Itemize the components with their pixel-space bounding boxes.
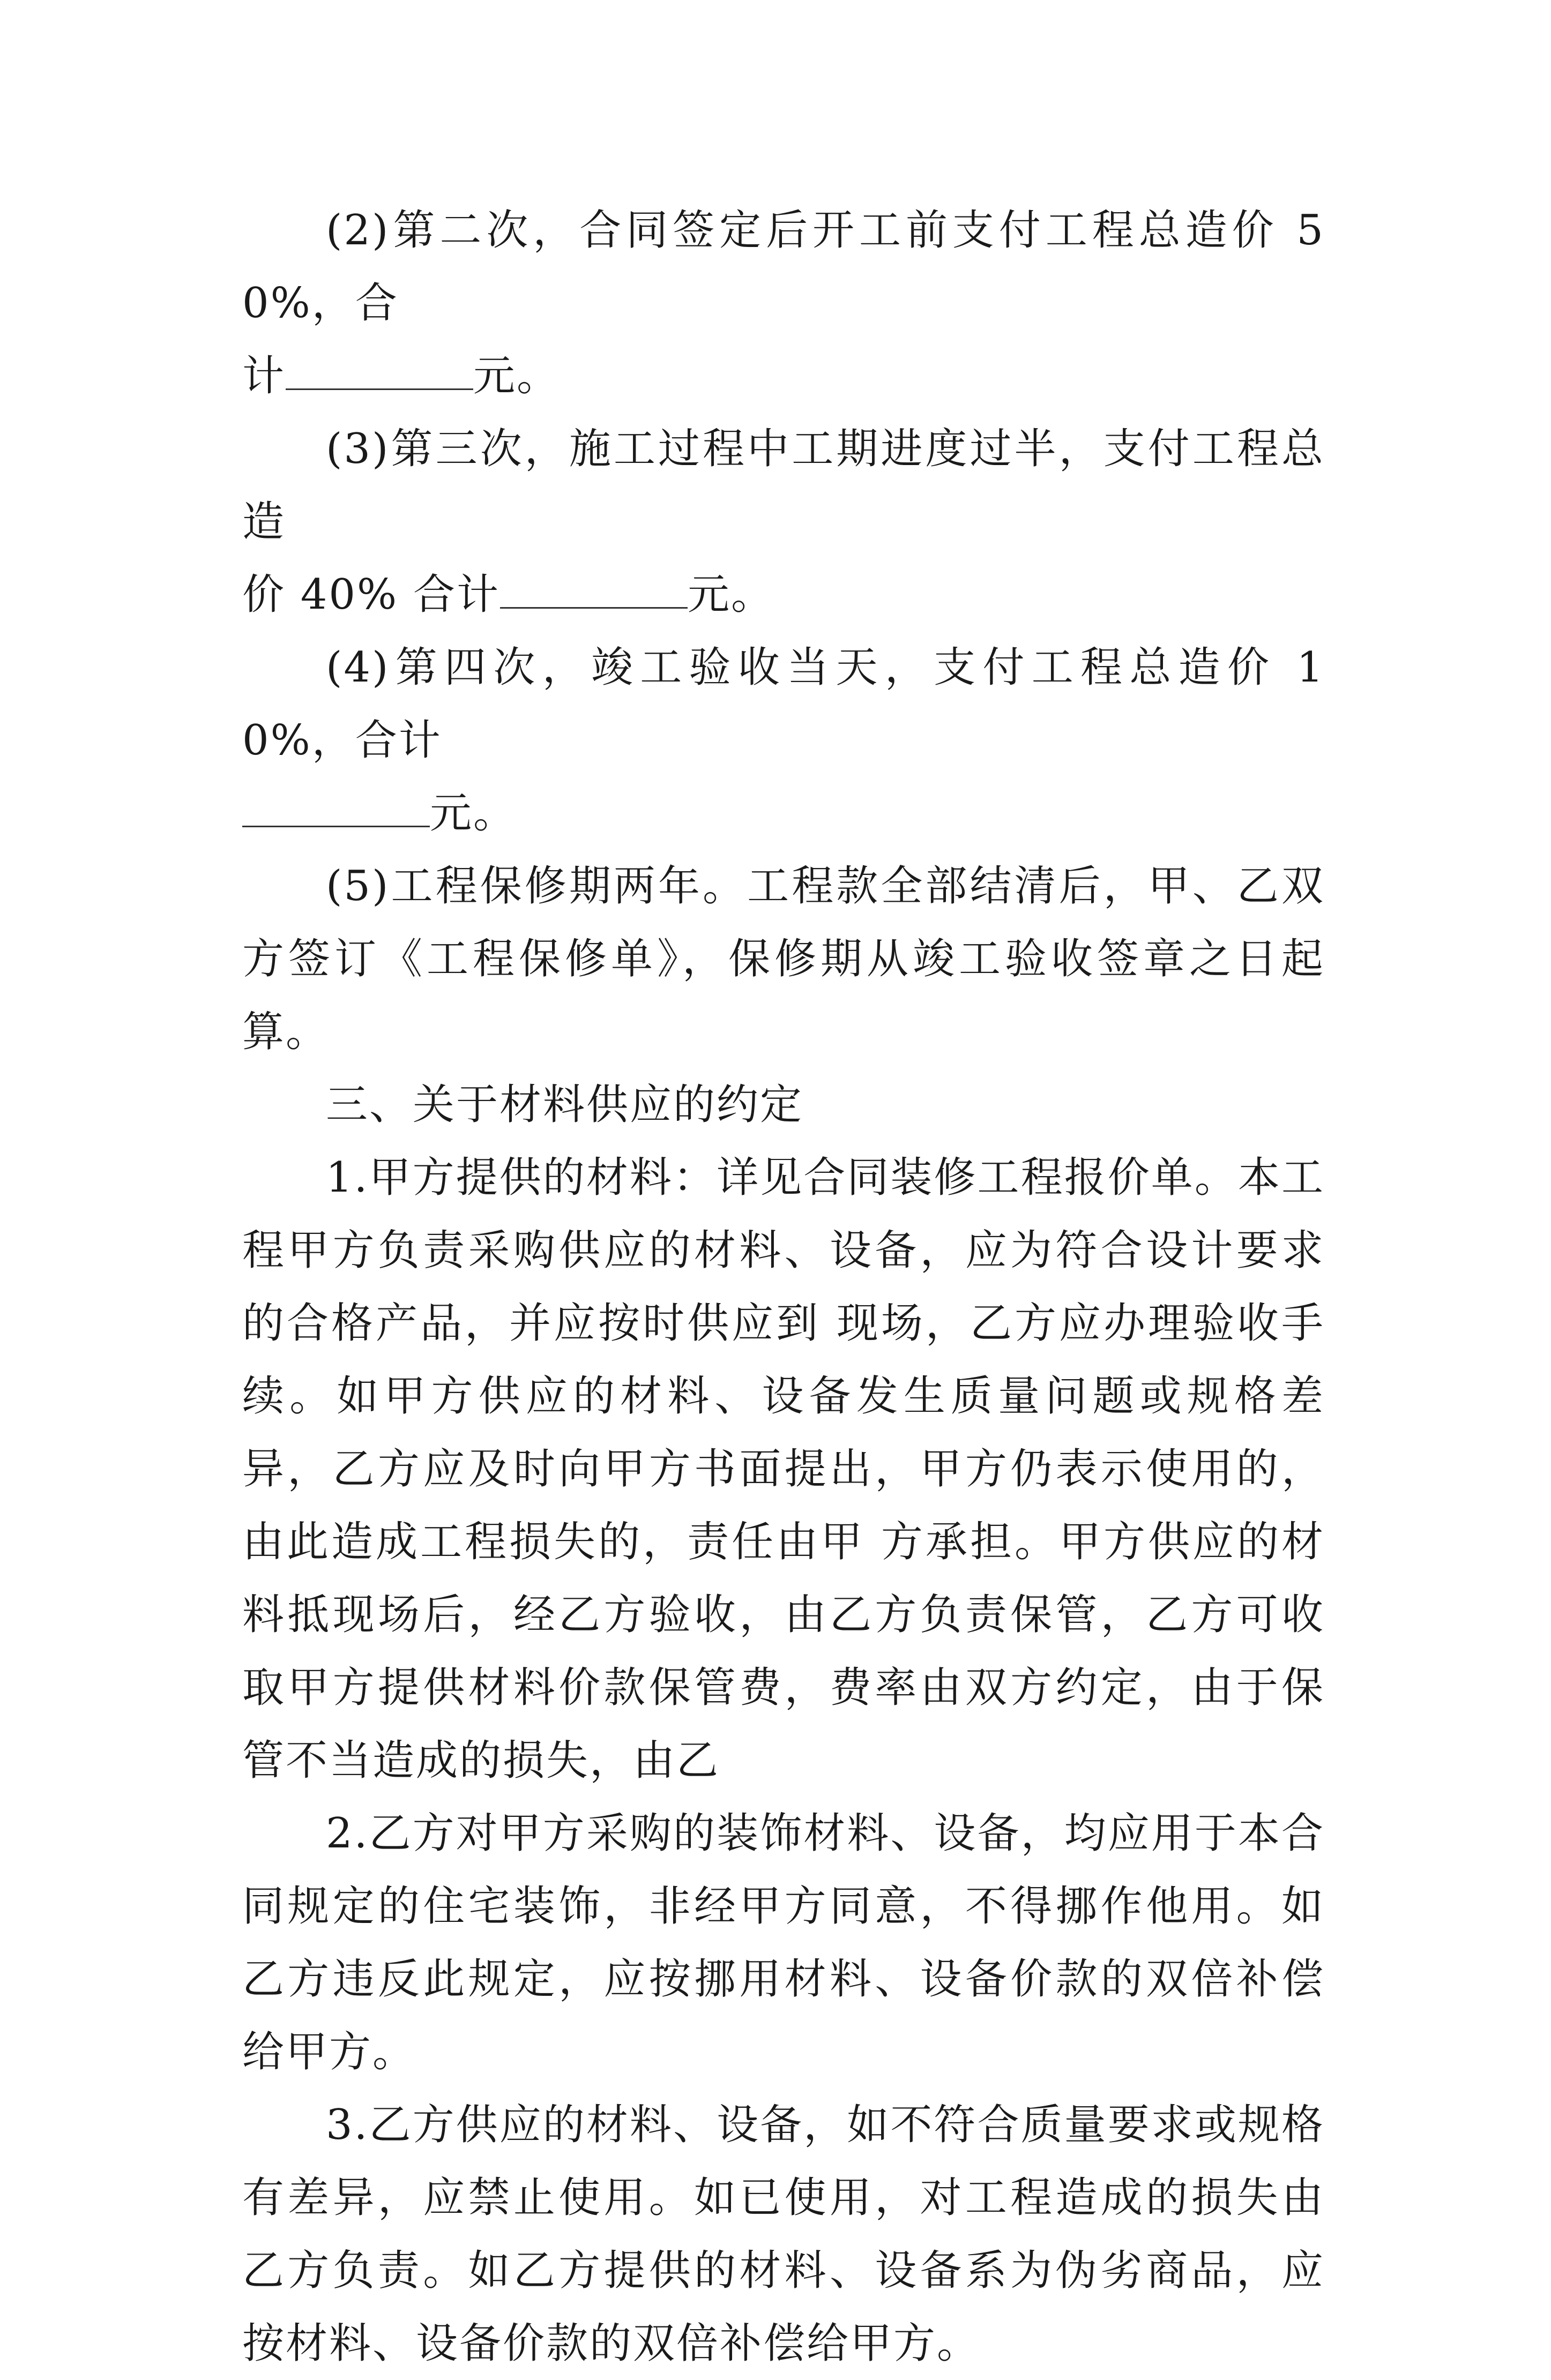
amount-blank[interactable] — [286, 351, 473, 390]
payment-term-3-line-1: (3)第三次，施工过程中工期进度过半，支付工程总造 — [242, 425, 1325, 546]
warranty-term: (5)工程保修期两年。工程款全部结清后，甲、乙双方签订《工程保修单》，保修期从竣工验收签章之日起算。 — [242, 862, 1325, 1056]
section-heading-materials: 三、关于材料供应的约定 — [326, 1081, 804, 1129]
payment-term-2-line-1: (2)第二次，合同签定后开工前支付工程总造价 50%，合 — [242, 206, 1325, 327]
materials-clause-2: 2.乙方对甲方采购的装饰材料、设备，均应用于本合同规定的住宅装饰，非经甲方同意，不得挪作他用。如乙方违反此规定，应按挪用材料、设备价款的双倍补偿给甲方。 — [242, 1809, 1325, 2076]
payment-term-2-line-2: 计 — [242, 352, 286, 400]
payment-term-2-line-2-wrap — [159, 340, 560, 413]
payment-term-3 — [242, 413, 1325, 631]
materials-clause-1: 1.甲方提供的材料：详见合同装修工程报价单。本工程甲方负责采购供应的材料、设备，应为符合设计要求的合格产品，并应按时供应到 现场，乙方应办理验收手续。如甲方供应的材料、设备发生质量问题或规格差异，乙方应及时向甲方书面提出，甲方仍表示使用的，由此造成工程损失的，责任由甲 方承担。甲方供应的材料抵现场后，经乙方验收，由乙方负责保管，乙方可收取甲方提供材料价款保管费，费率由双方约定，由于保管不当造成的损失，由乙 — [242, 1154, 1325, 1785]
payment-term-3-line-3: 元。 — [687, 571, 774, 619]
payment-term-3-line-2: 价 40% 合计 — [242, 571, 500, 619]
payment-term-4-line-2: 元。 — [430, 789, 517, 837]
payment-term-2-line-3: 元。 — [473, 352, 561, 400]
payment-term-2 — [242, 194, 1325, 413]
payment-term-3-line-2-wrap — [159, 558, 774, 631]
amount-blank[interactable] — [500, 570, 688, 609]
payment-term-4-line-2-wrap — [159, 777, 517, 850]
document-body — [242, 194, 1325, 2380]
materials-clause-3: 3.乙方供应的材料、设备，如不符合质量要求或规格有差异，应禁止使用。如已使用，对工程造成的损失由乙方负责。如乙方提供的材料、设备系为伪劣商品，应按材料、设备价款的双倍补偿给甲方。 — [242, 2101, 1325, 2368]
amount-blank[interactable] — [242, 788, 430, 827]
payment-term-4 — [242, 631, 1325, 850]
payment-term-4-line-1: (4)第四次，竣工验收当天，支付工程总造价 10%，合计 — [242, 643, 1325, 765]
